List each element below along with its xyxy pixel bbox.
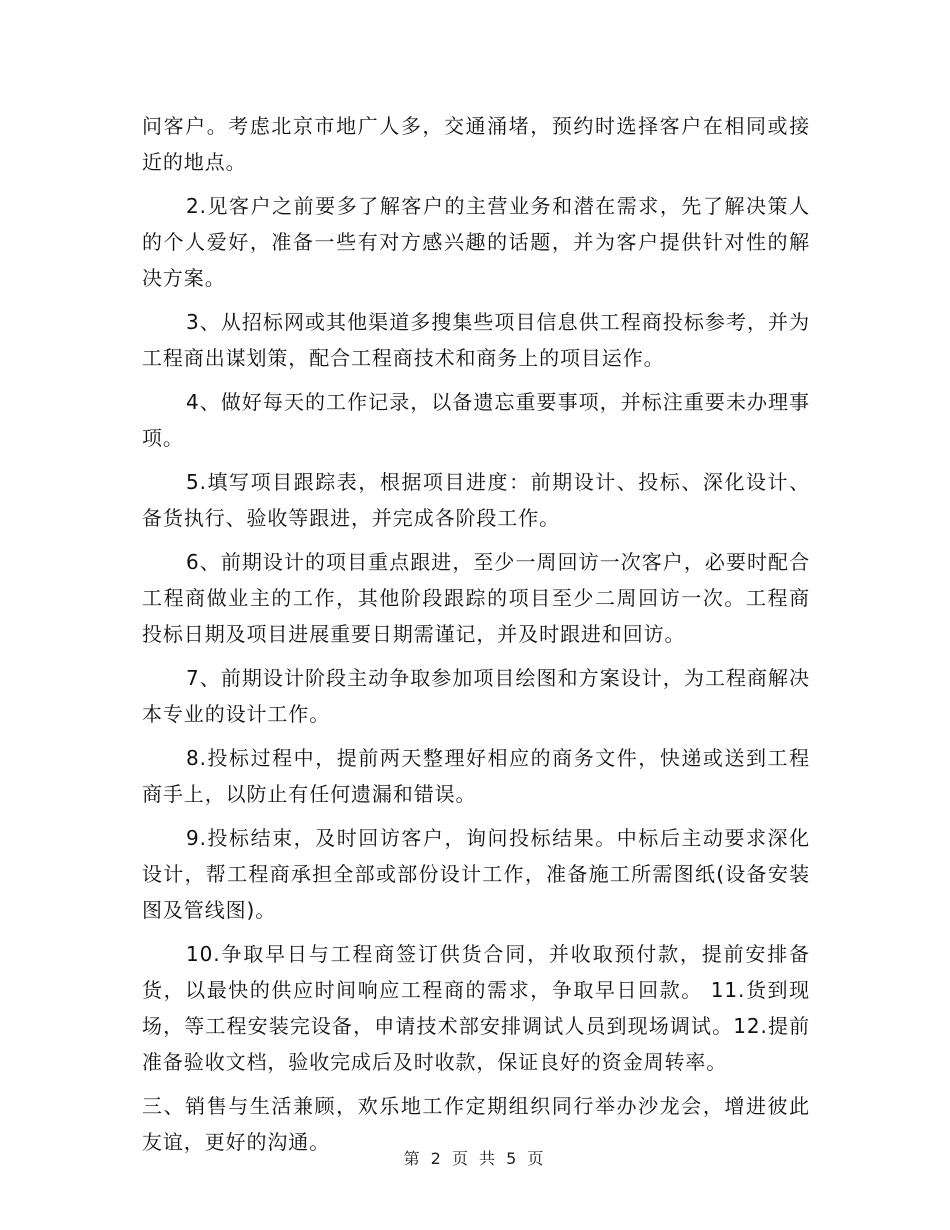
paragraph-item-10: 10.争取早日与工程商签订供货合同，并收取预付款，提前安排备货，以最快的供应时间响应工程商的需求，争取早日回款。 11.货到现场，等工程安装完设备，申请技术部安排调试人员到现场调试。12.提前准备验收文档，验收完成后及时收款，保证良好的资金周转率。: [142, 942, 810, 1074]
paragraph-item-7: 7、前期设计阶段主动争取参加项目绘图和方案设计，为工程商解决本专业的设计工作。: [142, 666, 810, 726]
paragraph-item-3: 3、从招标网或其他渠道多搜集些项目信息供工程商投标参考，并为工程商出谋划策，配合工程商技术和商务上的项目运作。: [142, 310, 810, 370]
paragraph-item-4: 4、做好每天的工作记录，以备遗忘重要事项，并标注重要未办理事项。: [142, 390, 810, 450]
page-footer: 第 2 页 共 5 页: [403, 1149, 547, 1168]
paragraph-continued: 问客户。考虑北京市地广人多，交通涌堵，预约时选择客户在相同或接近的地点。: [142, 114, 810, 174]
paragraph-item-2: 2.见客户之前要多了解客户的主营业务和潜在需求，先了解决策人的个人爱好，准备一些有对方感兴趣的话题，并为客户提供针对性的解决方案。: [142, 194, 810, 290]
paragraph-item-9: 9.投标结束，及时回访客户，询问投标结果。中标后主动要求深化设计，帮工程商承担全部或部份设计工作，准备施工所需图纸(设备安装图及管线图)。: [142, 826, 810, 922]
section-heading-three: 三、销售与生活兼顾，欢乐地工作定期组织同行举办沙龙会，增进彼此友谊，更好的沟通。: [142, 1094, 810, 1154]
paragraph-item-6: 6、前期设计的项目重点跟进，至少一周回访一次客户，必要时配合工程商做业主的工作，其他阶段跟踪的项目至少二周回访一次。工程商投标日期及项目进展重要日期需谨记，并及时跟进和回访。: [142, 550, 810, 646]
paragraph-item-5: 5.填写项目跟踪表，根据项目进度：前期设计、投标、深化设计、备货执行、验收等跟进，并完成各阶段工作。: [142, 470, 810, 530]
document-body: [142, 108, 810, 1168]
paragraph-item-8: 8.投标过程中，提前两天整理好相应的商务文件，快递或送到工程商手上，以防止有任何遗漏和错误。: [142, 746, 810, 806]
